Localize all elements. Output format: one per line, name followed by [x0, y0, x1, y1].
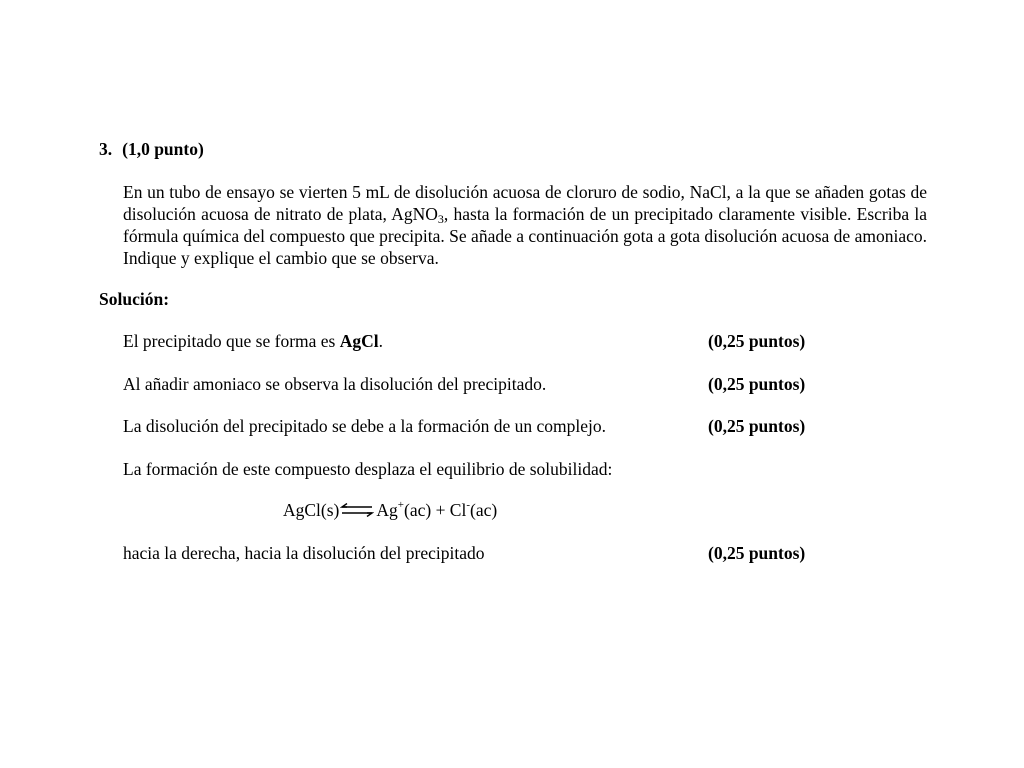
solution-line-5-points: (0,25 puntos) — [708, 543, 806, 563]
agno3-subscript: 3 — [437, 212, 444, 226]
solution-line-3 — [123, 416, 823, 437]
question-statement — [123, 181, 927, 269]
equation-product-1-state: (ac) + Cl — [404, 500, 467, 520]
statement-part-2: , hasta la formación de un precipitado claramente visible. Escriba la fórmula química del compuesto que precipita. Se añade a continuación gota a gota disolución acuosa de amoniaco. Indique y explique el cambio que se observa. — [123, 204, 927, 268]
solution-line-3-text: La disolución del precipitado se debe a la formación de un complejo. — [123, 416, 607, 436]
solution-line-4-text: La formación de este compuesto desplaza el equilibrio de solubilidad: — [123, 459, 613, 479]
solution-line-5-text: hacia la derecha, hacia la disolución del precipitado — [123, 543, 485, 563]
solution-line-1 — [123, 331, 823, 352]
solution-heading: Solución: — [99, 289, 170, 309]
statement-part-1: En un tubo de ensayo se vierten 5 mL de disolución acuosa de cloruro de sodio, NaCl, a la que se añaden gotas de disolución acuosa de nitrato de plata, AgNO — [123, 182, 927, 224]
solution-line-1-points: (0,25 puntos) — [708, 331, 806, 351]
solution-line-2-points: (0,25 puntos) — [708, 374, 806, 394]
solution-line-1-text: El precipitado que se forma es — [123, 331, 340, 351]
equilibrium-arrows-icon — [340, 503, 374, 517]
question-score: (1,0 punto) — [122, 139, 204, 159]
solution-line-2-text: Al añadir amoniaco se observa la disolución del precipitado. — [123, 374, 547, 394]
equation-charge-1: + — [397, 499, 404, 511]
equation-product-2-state: (ac) — [470, 500, 498, 520]
solution-line-4 — [123, 459, 823, 480]
solution-line-2 — [123, 374, 823, 395]
question-heading — [99, 139, 204, 160]
solution-line-1-end: . — [378, 331, 383, 351]
solution-line-3-points: (0,25 puntos) — [708, 416, 806, 436]
equilibrium-equation — [283, 500, 497, 521]
equation-reactant: AgCl(s) — [283, 500, 340, 520]
solution-line-1-formula: AgCl — [339, 331, 379, 351]
equation-charge-2: - — [466, 499, 471, 511]
question-number: 3. — [99, 139, 113, 159]
solution-line-5 — [123, 543, 823, 564]
equation-product-1: Ag — [376, 500, 398, 520]
